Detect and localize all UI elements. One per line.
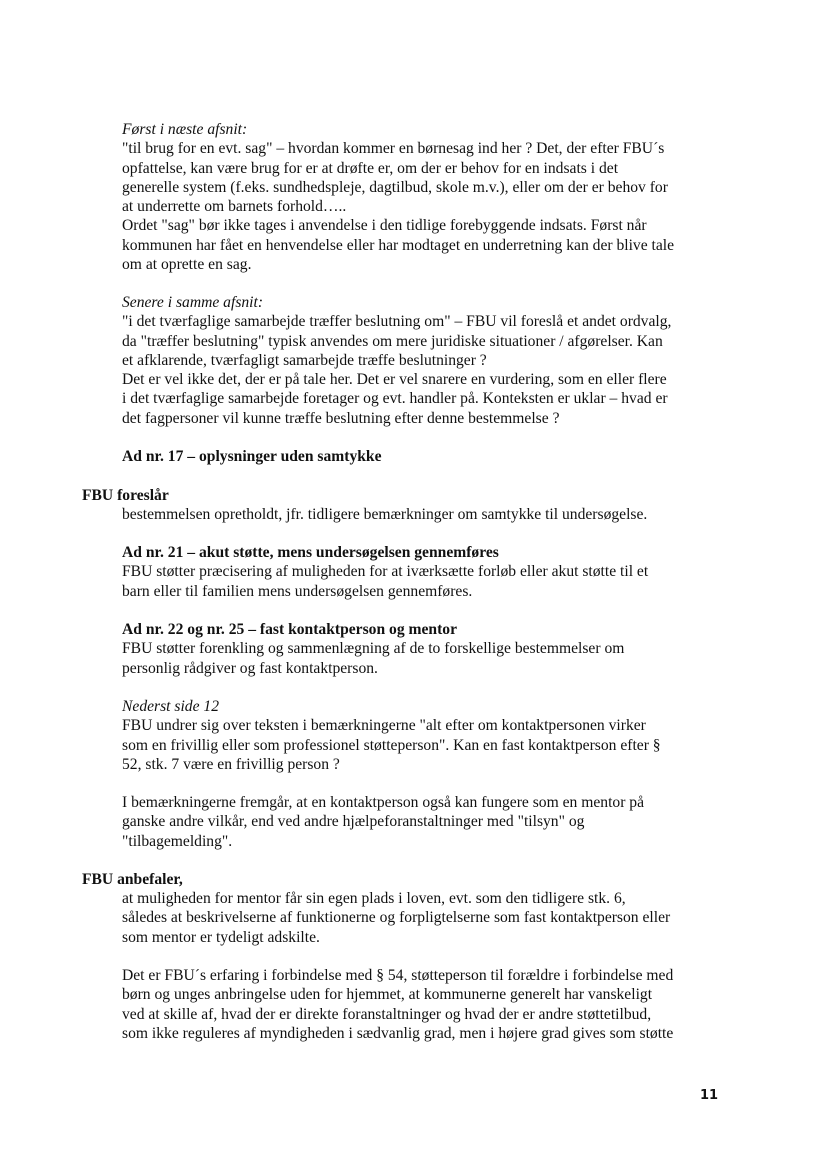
paragraph-line: at underrette om barnets forhold…..	[122, 198, 347, 216]
paragraph-line: som ikke reguleres af myndigheden i sædvanlig grad, men i højere grad gives som støtte	[122, 1024, 674, 1042]
paragraph-line: om at oprette en sag.	[122, 256, 252, 274]
paragraph-line: ved at skille af, hvad der er direkte foranstaltninger og hvad der er andre støttetilbud,	[122, 1005, 652, 1023]
paragraph-erfaring	[122, 966, 722, 1043]
paragraph-line: FBU støtter forenkling og sammenlægning af de to forskellige bestemmelser om	[122, 640, 625, 658]
paragraph-line: "til brug for en evt. sag" – hvordan kommer en børnesag ind her ? Det, der efter FBU´s	[122, 140, 665, 158]
heading-fbu-foreslaar: FBU foreslår	[82, 487, 169, 504]
section-forst-i-naeste-afsnit	[122, 120, 722, 274]
paragraph-line: bestemmelsen opretholdt, jfr. tidligere bemærkninger om samtykke til undersøgelse.	[122, 506, 648, 523]
paragraph-line: børn og unges anbringelse uden for hjemmet, at kommunerne generelt har vanskeligt	[122, 986, 653, 1004]
paragraph-line: generelle system (f.eks. sundhedspleje, dagtilbud, skole m.v.), eller om der er behov for	[122, 178, 668, 196]
paragraph-line: FBU undrer sig over teksten i bemærkningerne "alt efter om kontaktpersonen virker	[122, 717, 646, 735]
section-heading: Først i næste afsnit:	[122, 121, 248, 138]
section-heading: Ad nr. 21 – akut støtte, mens undersøgelsen gennemføres	[122, 544, 499, 561]
paragraph-line: personlig rådgiver og fast kontaktperson.	[122, 659, 378, 677]
paragraph-line: som en frivillig eller som professionel støtteperson". Kan en fast kontaktperson efter §	[122, 736, 661, 754]
paragraph-line: Det er FBU´s erfaring i forbindelse med § 54, støtteperson til forældre i forbindelse med	[122, 967, 674, 984]
paragraph-line: barn eller til familien mens undersøgelsen gennemføres.	[122, 582, 473, 600]
paragraph-line: det fagpersoner vil kunne træffe beslutning efter denne bestemmelse ?	[122, 409, 560, 427]
paragraph-line: at muligheden for mentor får sin egen plads i loven, evt. som den tidligere stk. 6,	[122, 890, 626, 907]
section-heading: Ad nr. 22 og nr. 25 – fast kontaktperson og mentor	[122, 621, 458, 638]
paragraph-line: Det er vel ikke det, der er på tale her. Det er vel snarere en vurdering, som en eller flere	[122, 371, 667, 389]
paragraph-line: I bemærkningerne fremgår, at en kontaktperson også kan fungere som en mentor på	[122, 794, 645, 811]
section-heading: Nederst side 12	[122, 698, 220, 715]
paragraph-line: opfattelse, kan være brug for er at drøfte er, om der er behov for en indsats i det	[122, 159, 619, 177]
paragraph-bemaerkningerne	[122, 793, 722, 851]
paragraph-line: Ordet "sag" bør ikke tages i anvendelse i den tidlige forebyggende indsats. Først når	[122, 217, 647, 235]
paragraph-line: FBU støtter præcisering af muligheden for at iværksætte forløb eller akut støtte til et	[122, 563, 649, 581]
section-nederst-side-12	[122, 697, 722, 774]
paragraph-line: som mentor er tydeligt adskilte.	[122, 928, 320, 946]
section-senere-i-samme-afsnit	[122, 293, 722, 428]
section-ad-nr-22-25	[122, 620, 722, 678]
paragraph-line: et afklarende, tværfagligt samarbejde træffe beslutninger ?	[122, 351, 487, 369]
paragraph-line: kommunen har fået en henvendelse eller har modtaget en underretning kan der blive tale	[122, 236, 675, 254]
paragraph-line: i det tværfaglige samarbejde foretager og evt. handler på. Konteksten er uklar – hvad er	[122, 390, 668, 408]
paragraph-line: ganske andre vilkår, end ved andre hjælpeforanstaltninger med "tilsyn" og	[122, 813, 585, 831]
section-heading: Ad nr. 17 – oplysninger uden samtykke	[122, 448, 382, 465]
section-heading: Senere i samme afsnit:	[122, 294, 264, 311]
section-ad-nr-21	[122, 543, 722, 601]
paragraph-line: "tilbagemelding".	[122, 832, 233, 850]
paragraph-anbefaler	[122, 889, 722, 947]
paragraph-line: "i det tværfaglige samarbejde træffer beslutning om" – FBU vil foreslå et andet ordvalg,	[122, 313, 672, 331]
paragraph-line: 52, stk. 7 være en frivillig person ?	[122, 755, 340, 773]
heading-ad-nr-17	[122, 447, 722, 466]
paragraph-line: således at beskrivelserne af funktionerne og forpligtelserne som fast kontaktperson eller	[122, 909, 671, 927]
heading-fbu-anbefaler: FBU anbefaler,	[82, 871, 183, 888]
page-number: 11	[700, 1088, 719, 1103]
paragraph-line: da "træffer beslutning" typisk anvendes om mere juridiske situationer / afgørelser. Kan	[122, 332, 663, 350]
paragraph-foreslaar	[122, 505, 722, 524]
